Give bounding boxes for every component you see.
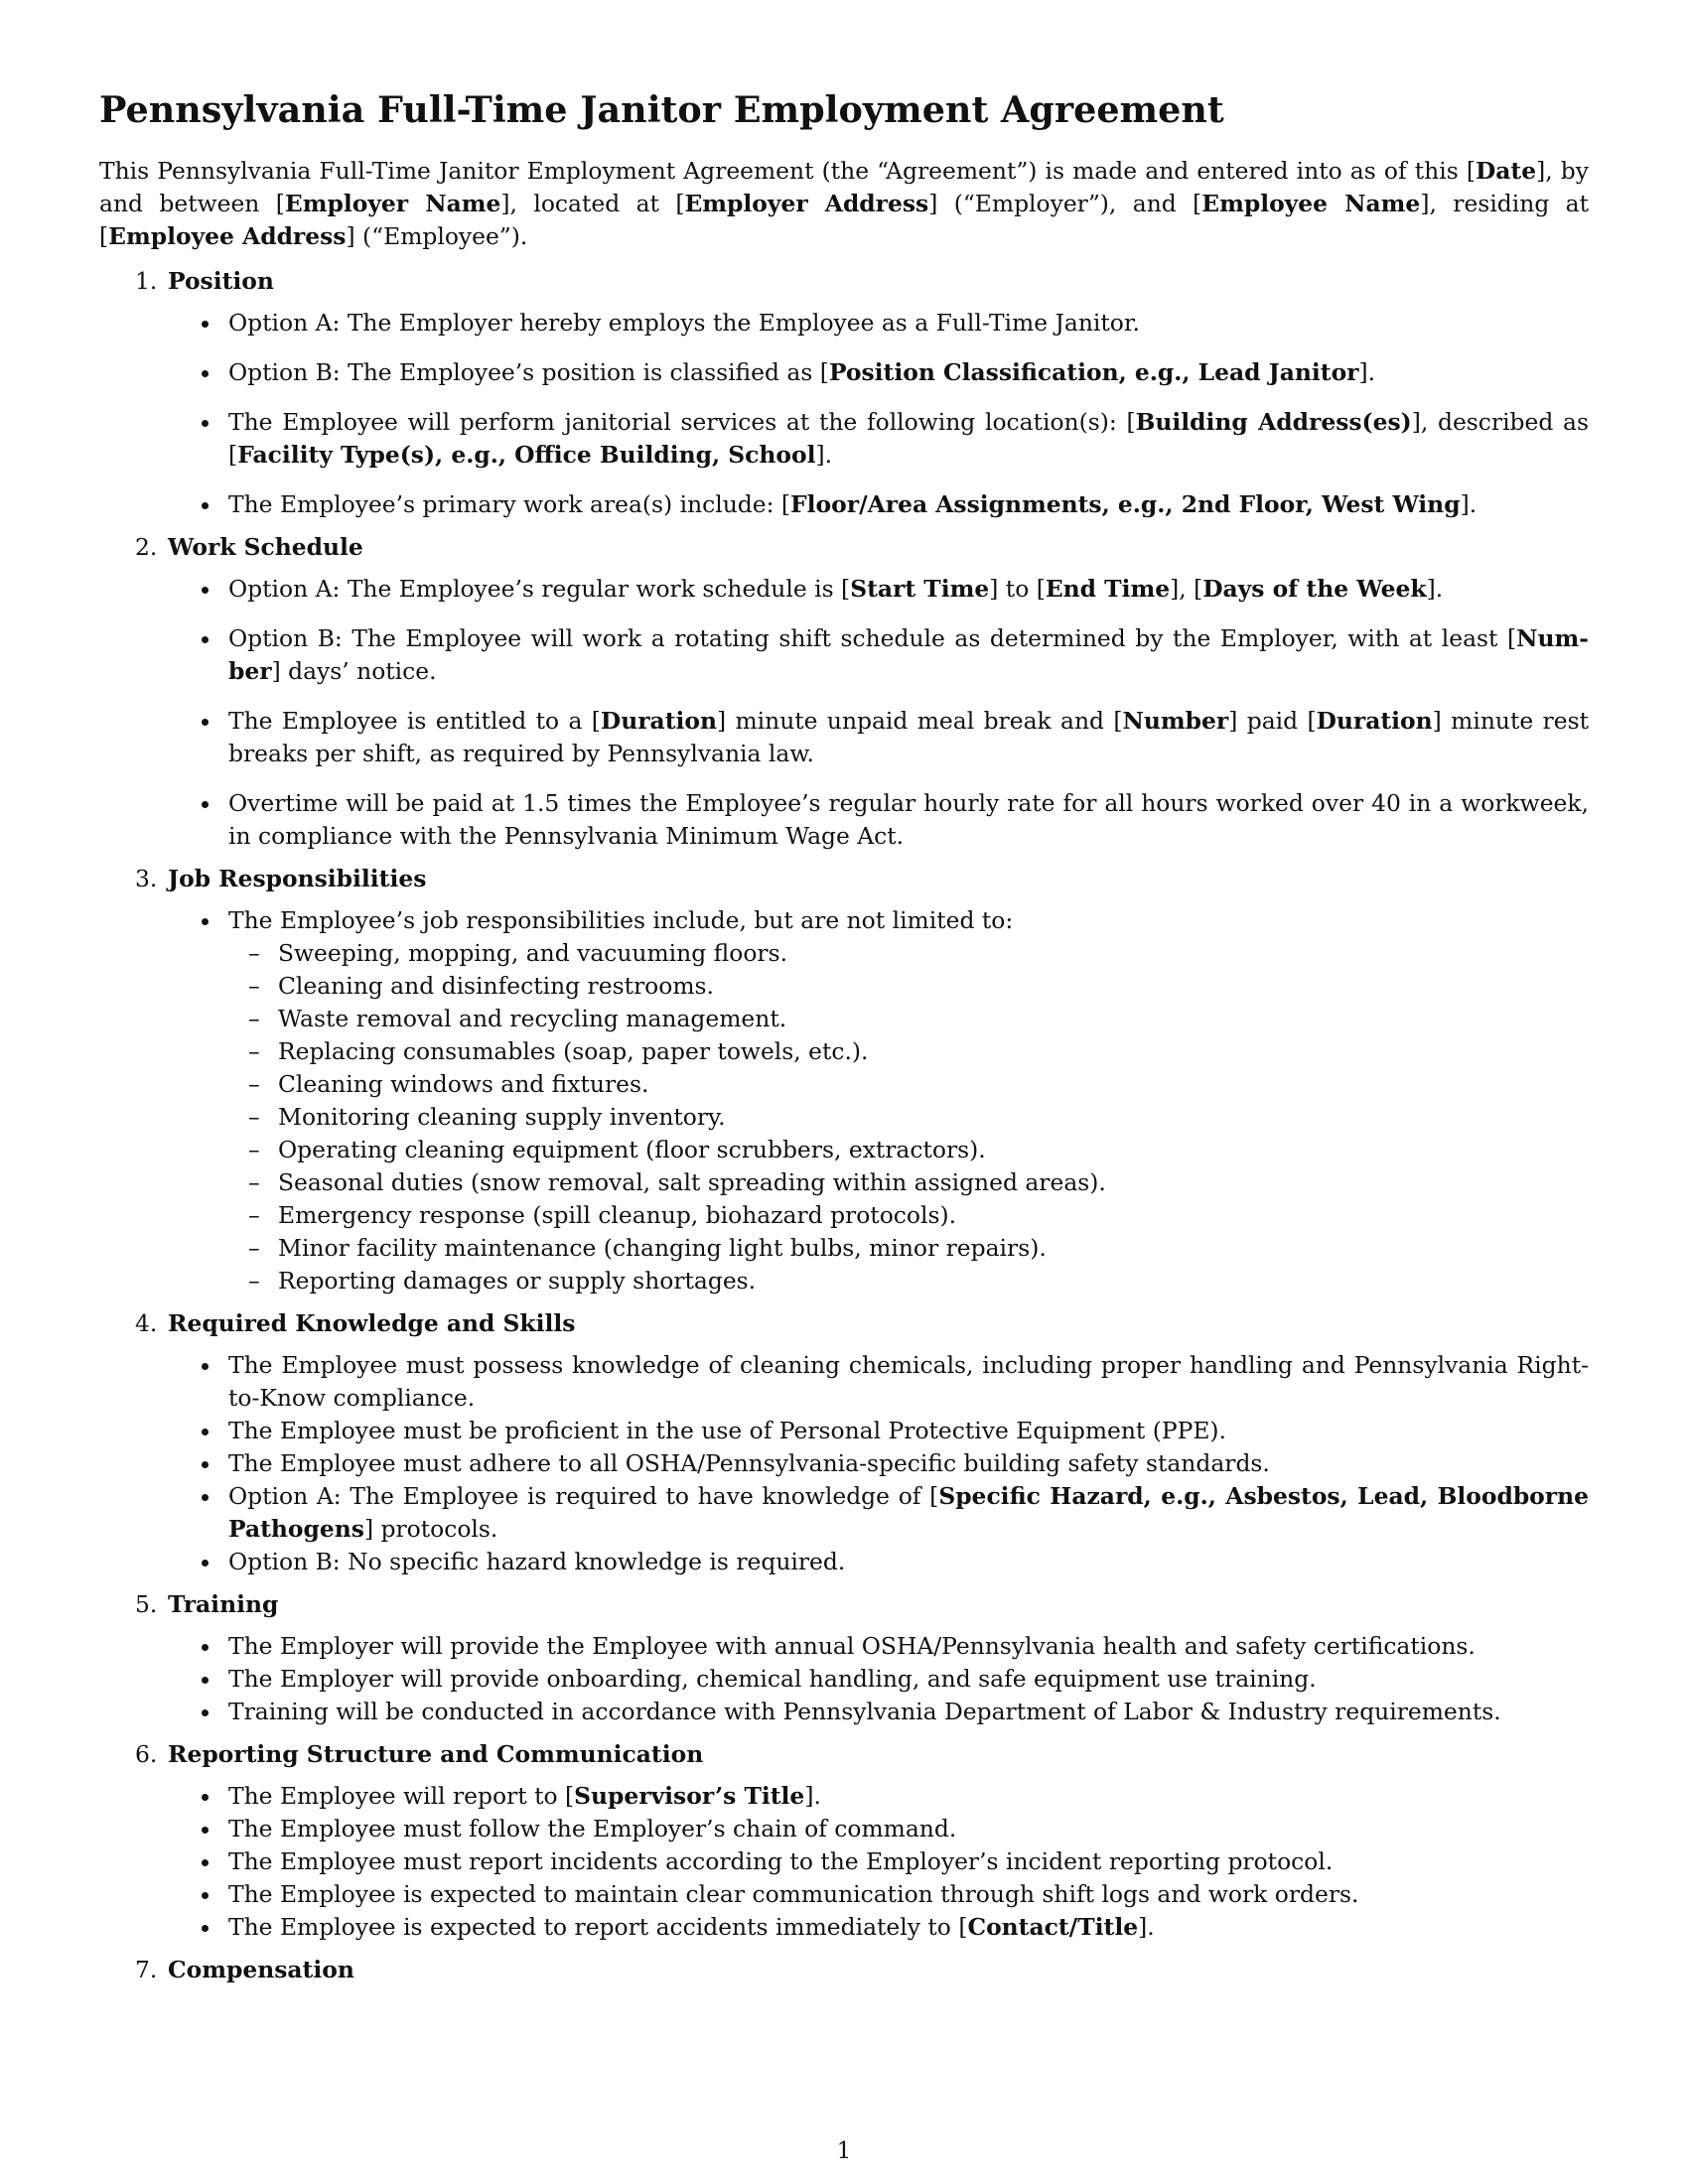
bullet-icon [202, 801, 209, 808]
list-item: The Employer will provide the Employee with annual OSHA/Pennsylvania health and safety certifications. [99, 1630, 1589, 1663]
bullet-icon [202, 502, 209, 509]
placeholder-date: Date [1475, 157, 1537, 185]
section-reporting-structure [99, 1738, 1589, 1944]
dash-icon: – [248, 1234, 260, 1262]
list-item: The Employer will provide onboarding, chemical handling, and safe equipment use training. [99, 1663, 1589, 1696]
page-number: 1 [836, 2138, 852, 2164]
section-number: 2. [135, 533, 158, 561]
section-heading [99, 1307, 1589, 1340]
intro-paragraph: This Pennsylvania Full-Time Janitor Employment Agreement (the “Agreement”) is made and entered into as of this [Date], by and between [Employer Name], located at [Employer Address] (“Employer”), and [Employee Name], residing at [Employee Address] (“Employee”). [99, 157, 1590, 250]
duty-item [228, 1035, 1589, 1068]
duty-text: Monitoring cleaning supply inventory. [278, 1103, 726, 1131]
bullet-icon [202, 1429, 209, 1435]
bullet-icon [202, 1892, 209, 1899]
duty-text: Cleaning windows and fixtures. [278, 1070, 649, 1098]
list-item: The Employee’s primary work area(s) include: [Floor/Area Assignments, e.g., 2nd Floor, West Wing]. [99, 488, 1589, 521]
section-number: 6. [135, 1740, 158, 1768]
list-item: The Employee must follow the Employer’s chain of command. [99, 1813, 1589, 1845]
duty-item [228, 1232, 1589, 1265]
list-item: Overtime will be paid at 1.5 times the Employee’s regular hourly rate for all hours worked over 40 in a workweek, in compliance with the Pennsylvania Minimum Wage Act. [99, 787, 1589, 853]
placeholder-field: Specific Hazard, e.g., Asbestos, Lead, Bloodborne Pathogens [228, 1482, 1589, 1543]
list-item: Option B: The Employee will work a rotating shift schedule as determined by the Employer, with at least [Number] days’ notice. [99, 622, 1589, 688]
list-item: The Employee is entitled to a [Duration] minute unpaid meal break and [Number] paid [Duration] minute rest breaks per shift, as required by Pennsylvania law. [99, 705, 1589, 770]
placeholder-field: Start Time [850, 575, 990, 603]
bullet-icon [202, 1859, 209, 1866]
placeholder-field: Contact/Title [967, 1913, 1139, 1941]
bullet-icon [202, 719, 209, 726]
bullet-icon [202, 1560, 209, 1567]
placeholder-field: Number [1122, 707, 1229, 735]
section-heading [99, 1588, 1589, 1621]
list-item: The Employee must report incidents according to the Employer’s incident reporting protocol. [99, 1845, 1589, 1878]
duty-text: Emergency response (spill cleanup, biohazard protocols). [278, 1201, 957, 1229]
list-item: Option B: No specific hazard knowledge is required. [99, 1546, 1589, 1578]
duty-item [228, 1265, 1589, 1297]
section-number: 3. [135, 865, 158, 892]
section-title: Training [168, 1590, 279, 1618]
duties-list [228, 937, 1589, 1297]
duty-item [228, 1134, 1589, 1166]
bullet-icon [202, 1677, 209, 1684]
section-position [99, 265, 1589, 521]
duty-text: Sweeping, mopping, and vacuuming floors. [278, 939, 788, 967]
section-job-responsibilities [99, 863, 1589, 1297]
bullet-icon [202, 370, 209, 377]
section-title: Job Responsibilities [168, 865, 427, 892]
placeholder-field: Facility Type(s), e.g., Office Building, School [237, 441, 816, 469]
placeholder-field: Supervisor’s Title [574, 1782, 805, 1810]
section-heading [99, 1738, 1589, 1771]
bullet-icon [202, 918, 209, 925]
bullet-icon [202, 636, 209, 643]
duty-text: Seasonal duties (snow removal, salt spreading within assigned areas). [278, 1168, 1106, 1196]
bullet-icon [202, 1827, 209, 1834]
dash-icon: – [248, 1103, 260, 1131]
section-number: 1. [135, 267, 158, 295]
placeholder-field: Building Address(es) [1135, 408, 1412, 436]
duty-item [228, 1101, 1589, 1134]
bullet-list [99, 573, 1589, 853]
duty-item [228, 1199, 1589, 1232]
bullet-icon [202, 420, 209, 427]
list-item: Option A: The Employee is required to have knowledge of [Specific Hazard, e.g., Asbestos, Lead, Bloodborne Pathogens] protocols. [99, 1480, 1589, 1546]
dash-icon: – [248, 939, 260, 967]
placeholder-field: Days of the Week [1202, 575, 1427, 603]
bullet-icon [202, 587, 209, 594]
bullet-list [99, 904, 1589, 1297]
section-heading [99, 531, 1589, 564]
dash-icon: – [248, 972, 260, 1000]
bullet-icon [202, 1494, 209, 1501]
section-number: 7. [135, 1956, 158, 1983]
list-item: The Employee must possess knowledge of cleaning chemicals, including proper handling and Pennsylvania Right-to-Know compliance. [99, 1349, 1589, 1415]
bullet-icon [202, 1925, 209, 1932]
list-item: The Employee will perform janitorial services at the following location(s): [Building Address(es)], described as [Facility Type(s), e.g., Office Building, School]. [99, 406, 1589, 472]
dash-icon: – [248, 1070, 260, 1098]
list-item: Training will be conducted in accordance with Pennsylvania Department of Labor & Industry requirements. [99, 1696, 1589, 1728]
dash-icon: – [248, 1005, 260, 1032]
section-title: Required Knowledge and Skills [168, 1309, 576, 1337]
section-work-schedule [99, 531, 1589, 853]
duty-item [228, 970, 1589, 1003]
duty-text: Operating cleaning equipment (floor scrubbers, extractors). [278, 1136, 986, 1163]
section-heading [99, 863, 1589, 895]
duty-item [228, 1166, 1589, 1199]
duty-text: Replacing consumables (soap, paper towels, etc.). [278, 1037, 869, 1065]
section-title: Reporting Structure and Communication [168, 1740, 704, 1768]
placeholder-field: Number [228, 624, 1589, 685]
placeholder-employer-name: Employer Name [284, 190, 501, 217]
duty-text: Waste removal and recycling management. [278, 1005, 787, 1032]
list-item: The Employee must adhere to all OSHA/Pennsylvania-specific building safety standards. [99, 1447, 1589, 1480]
section-number: 4. [135, 1309, 158, 1337]
duty-text: Cleaning and disinfecting restrooms. [278, 972, 714, 1000]
placeholder-employee-address: Employee Address [108, 222, 347, 250]
placeholder-field: Position Classification, e.g., Lead Janitor [828, 358, 1359, 386]
placeholder-field: Duration [600, 707, 717, 735]
duty-item [228, 1068, 1589, 1101]
bullet-icon [202, 321, 209, 328]
section-list [99, 265, 1589, 1986]
placeholder-field: Floor/Area Assignments, e.g., 2nd Floor, West Wing [790, 490, 1461, 518]
list-item: Option B: The Employee’s position is classified as [Position Classification, e.g., Lead Janitor]. [99, 356, 1589, 389]
section-title: Work Schedule [168, 533, 363, 561]
dash-icon: – [248, 1136, 260, 1163]
duty-item [228, 937, 1589, 970]
list-item: Option A: The Employer hereby employs the Employee as a Full-Time Janitor. [99, 307, 1589, 340]
list-item: The Employee’s job responsibilities include, but are not limited to: – Sweeping, mopping, and vacuuming floors. – Cleaning and disinfecting restrooms. – Waste removal and recycling management. – Replacing consumables (soap, paper towels, etc.). – Cleaning windows and fixtures. – Monitoring cleaning supply inventory. – Operating cleaning equipment (floor scrubbers, extractors). – Seasonal duties (snow removal, salt spreading within assigned areas). – Emergency response (spill cleanup, biohazard protocols). – Minor facility maintenance (changing light bulbs, minor repairs). – Reporting damages or supply shortages. [99, 904, 1589, 1297]
dash-icon: – [248, 1037, 260, 1065]
section-training [99, 1588, 1589, 1728]
placeholder-employer-address: Employer Address [684, 190, 929, 217]
placeholder-employee-name: Employee Name [1201, 190, 1421, 217]
list-item: The Employee is expected to maintain clear communication through shift logs and work orders. [99, 1878, 1589, 1911]
section-compensation [99, 1954, 1589, 1986]
duty-item [228, 1003, 1589, 1035]
bullet-list [99, 1630, 1589, 1728]
document-title: Pennsylvania Full-Time Janitor Employment Agreement [99, 88, 1224, 131]
dash-icon: – [248, 1267, 260, 1295]
bullet-icon [202, 1461, 209, 1468]
list-item: The Employee must be proficient in the use of Personal Protective Equipment (PPE). [99, 1415, 1589, 1447]
bullet-icon [202, 1709, 209, 1716]
list-item: Option A: The Employee’s regular work schedule is [Start Time] to [End Time], [Days of the Week]. [99, 573, 1589, 606]
list-item: The Employee is expected to report accidents immediately to [Contact/Title]. [99, 1911, 1589, 1944]
section-title: Compensation [168, 1956, 354, 1983]
section-number: 5. [135, 1590, 158, 1618]
section-required-knowledge [99, 1307, 1589, 1578]
section-heading [99, 265, 1589, 298]
document-page [99, 87, 1589, 1996]
placeholder-field: End Time [1045, 575, 1171, 603]
bullet-list [99, 1780, 1589, 1944]
section-title: Position [168, 267, 274, 295]
dash-icon: – [248, 1201, 260, 1229]
bullet-list [99, 1349, 1589, 1578]
dash-icon: – [248, 1168, 260, 1196]
bullet-icon [202, 1363, 209, 1370]
section-heading [99, 1954, 1589, 1986]
duty-text: Reporting damages or supply shortages. [278, 1267, 757, 1295]
placeholder-field: Duration [1316, 707, 1433, 735]
duty-text: Minor facility maintenance (changing light bulbs, minor repairs). [278, 1234, 1047, 1262]
bullet-icon [202, 1794, 209, 1801]
list-item: The Employee will report to [Supervisor’s Title]. [99, 1780, 1589, 1813]
bullet-icon [202, 1644, 209, 1651]
bullet-list [99, 307, 1589, 521]
